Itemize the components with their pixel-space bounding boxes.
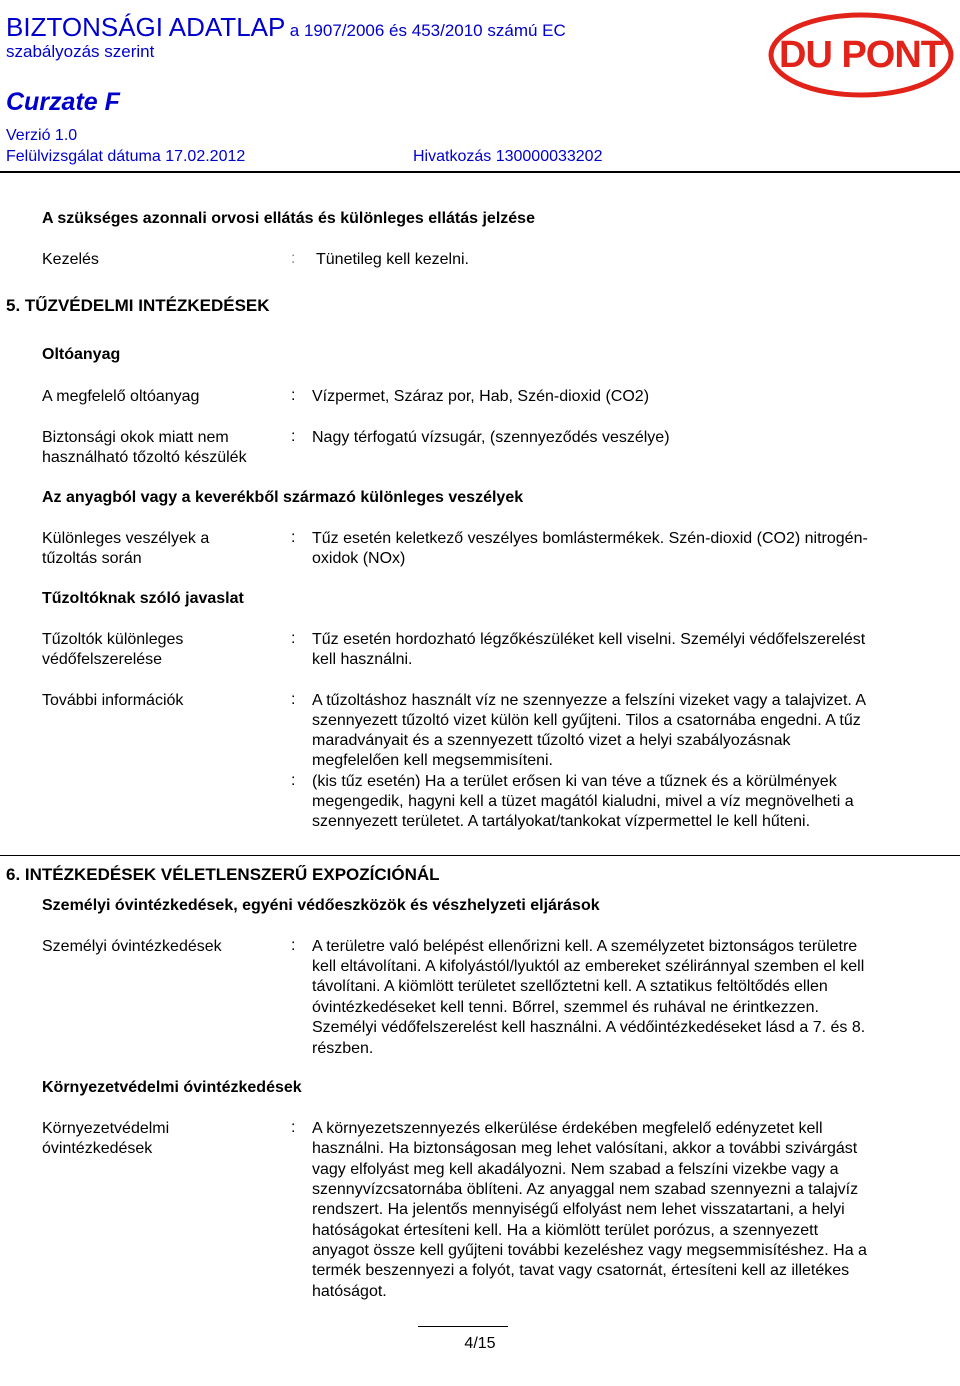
unsuitable-media-label-line2: használható tőzoltó készülék — [42, 449, 247, 466]
special-hazards-label-line1: Különleges veszélyek a — [42, 530, 210, 547]
further-information-b-line3: szennyezett területet. A tartályokat/tankokat vízpermettel le kell hűteni. — [312, 813, 811, 830]
section-divider — [0, 855, 960, 856]
further-information-a-line4: megfelelően kell megsemmisíteni. — [312, 752, 553, 769]
environmental-precautions-line4: szennyvízcsatornába öblíteni. Az anyaggal nem szabad szennyezni a talajvíz — [312, 1181, 859, 1198]
document-title — [6, 12, 566, 43]
environmental-precautions-line2: használni. Ha biztonságosan meg lehet valósítani, akkor a további szivárgást — [312, 1140, 858, 1157]
special-hazards-heading: Az anyagból vagy a keverékből származó különleges veszélyek — [42, 489, 524, 506]
personal-precautions-line5: Személyi védőfelszerelést kell használni. A védőintézkedéseket lásd a 7. és 8. — [312, 1019, 866, 1036]
environmental-precautions-line1: A környezetszennyezés elkerülése érdekében megfelelő edényzetet kell — [312, 1120, 823, 1137]
personal-precautions-line3: távolítani. A kiömlött területet szellőztetni kell. A sztatikus feltöltődés ellen — [312, 978, 828, 995]
environmental-precautions-line8: termék beszennyezi a folyót, tavat vagy csatornát, értesíteni kell az illetékes — [312, 1262, 850, 1279]
product-name: Curzate F — [6, 88, 120, 116]
environmental-precautions-label-line1: Környezetvédelmi — [42, 1120, 170, 1137]
section-6-title: 6. INTÉZKEDÉSEK VÉLETLENSZERŰ EXPOZÍCIÓNÁL — [6, 865, 440, 884]
unsuitable-media-label-line1: Biztonsági okok miatt nem — [42, 429, 229, 446]
further-information-b-line1: (kis tűz esetén) Ha a terület erősen ki van téve a tűznek és a körülmények — [312, 773, 837, 790]
firefighter-advice-heading: Tűzoltóknak szóló javaslat — [42, 590, 244, 607]
extinguishing-media-heading: Oltóanyag — [42, 346, 121, 363]
personal-precautions-line6: részben. — [312, 1040, 374, 1057]
personal-precautions-line4: óvintézkedéseket kell tenni. Bőrrel, szemmel és ruhával ne érintkezzen. — [312, 999, 819, 1016]
personal-precautions-label: Személyi óvintézkedések — [42, 938, 222, 955]
review-date: Felülvizsgálat dátuma 17.02.2012 — [6, 148, 246, 165]
special-hazards-value-line1: Tűz esetén keletkező veszélyes bomlástermékek. Szén-dioxid (CO2) nitrogén- — [312, 530, 868, 547]
personal-precautions-line1: A területre való belépést ellenőrizni kell. A személyzetet biztonságos területre — [312, 938, 858, 955]
protective-equipment-colon: : — [291, 630, 296, 647]
further-information-a-line3: maradványait és a szennyezett tűzoltó vizet a helyi szabályozásnak — [312, 732, 791, 749]
suitable-media-colon: : — [291, 387, 296, 404]
version-label: Verzió 1.0 — [6, 127, 78, 144]
environmental-precautions-line3: vagy elfolyást meg kell akadályozni. Nem szabad a felszíni vizekbe vagy a — [312, 1161, 839, 1178]
environmental-precautions-heading: Környezetvédelmi óvintézkedések — [42, 1079, 302, 1096]
personal-precautions-line2: kell eltávolítani. A kifolyástól/lyuktól az embereket széliránnyal szemben el kell — [312, 958, 865, 975]
further-information-a-line1: A tűzoltáshoz használt víz ne szennyezze a felszíni vizeket vagy a talajvizet. A — [312, 692, 867, 709]
further-information-b-line2: megengedik, hagyni kell a tüzet magától kialudni, mivel a víz megnövelheti a — [312, 793, 854, 810]
document-title-main: BIZTONSÁGI ADATLAP — [6, 12, 286, 42]
personal-precautions-heading: Személyi óvintézkedések, egyéni védőeszközök és vészhelyzeti eljárások — [42, 897, 600, 914]
reference-number: Hivatkozás 130000033202 — [413, 148, 603, 165]
document-title-regulation: a 1907/2006 és 453/2010 számú EC — [289, 21, 566, 40]
page-number: 4/15 — [464, 1335, 496, 1352]
special-hazards-colon: : — [291, 529, 296, 546]
suitable-media-value: Vízpermet, Száraz por, Hab, Szén-dioxid (CO2) — [312, 388, 650, 405]
environmental-precautions-line6: hatóságokat értesíteni kell. Ha a kiömlött terület porózus, a szennyezett — [312, 1222, 819, 1239]
unsuitable-media-colon: : — [291, 428, 296, 445]
treatment-label: Kezelés — [42, 251, 99, 268]
further-information-colon-b: : — [291, 772, 296, 789]
suitable-media-label: A megfelelő oltóanyag — [42, 388, 200, 405]
protective-equipment-label-line2: védőfelszerelése — [42, 651, 163, 668]
environmental-precautions-colon: : — [291, 1119, 296, 1136]
special-hazards-label-line2: tűzoltás során — [42, 550, 142, 567]
dupont-logo — [768, 12, 954, 98]
unsuitable-media-value: Nagy térfogatú vízsugár, (szennyeződés veszélye) — [312, 429, 670, 446]
footer-rule — [418, 1326, 508, 1327]
further-information-a-line2: szennyezett tűzoltó vizet külön kell gyűjteni. Tilos a csatornába engedni. A tűz — [312, 712, 861, 729]
medical-attention-heading: A szükséges azonnali orvosi ellátás és különleges ellátás jelzése — [42, 210, 535, 227]
environmental-precautions-label-line2: óvintézkedések — [42, 1140, 153, 1157]
further-information-label: További információk — [42, 692, 184, 709]
dupont-logo-text: DU PONT — [779, 34, 943, 76]
personal-precautions-colon: : — [291, 937, 296, 954]
special-hazards-value-line2: oxidok (NOx) — [312, 550, 406, 567]
protective-equipment-label-line1: Tűzoltók különleges — [42, 631, 184, 648]
environmental-precautions-line7: anyagot össze kell gyűjteni további kezeléshez vagy megsemmisítéshez. Ha a — [312, 1242, 867, 1259]
section-5-title: 5. TŰZVÉDELMI INTÉZKEDÉSEK — [6, 296, 270, 315]
protective-equipment-value-line2: kell használni. — [312, 651, 413, 668]
protective-equipment-value-line1: Tűz esetén hordozható légzőkészüléket kell viselni. Személyi védőfelszerelést — [312, 631, 866, 648]
header-rule — [0, 171, 960, 173]
document-title-regulation-line2: szabályozás szerint — [6, 42, 155, 61]
environmental-precautions-line9: hatóságot. — [312, 1283, 387, 1300]
treatment-colon: : — [291, 250, 296, 267]
environmental-precautions-line5: rendszert. Ha jelentős mennyiségű elfolyást nem lehet visszatartani, a helyi — [312, 1201, 845, 1218]
treatment-value: Tünetileg kell kezelni. — [316, 251, 469, 268]
further-information-colon-a: : — [291, 691, 296, 708]
